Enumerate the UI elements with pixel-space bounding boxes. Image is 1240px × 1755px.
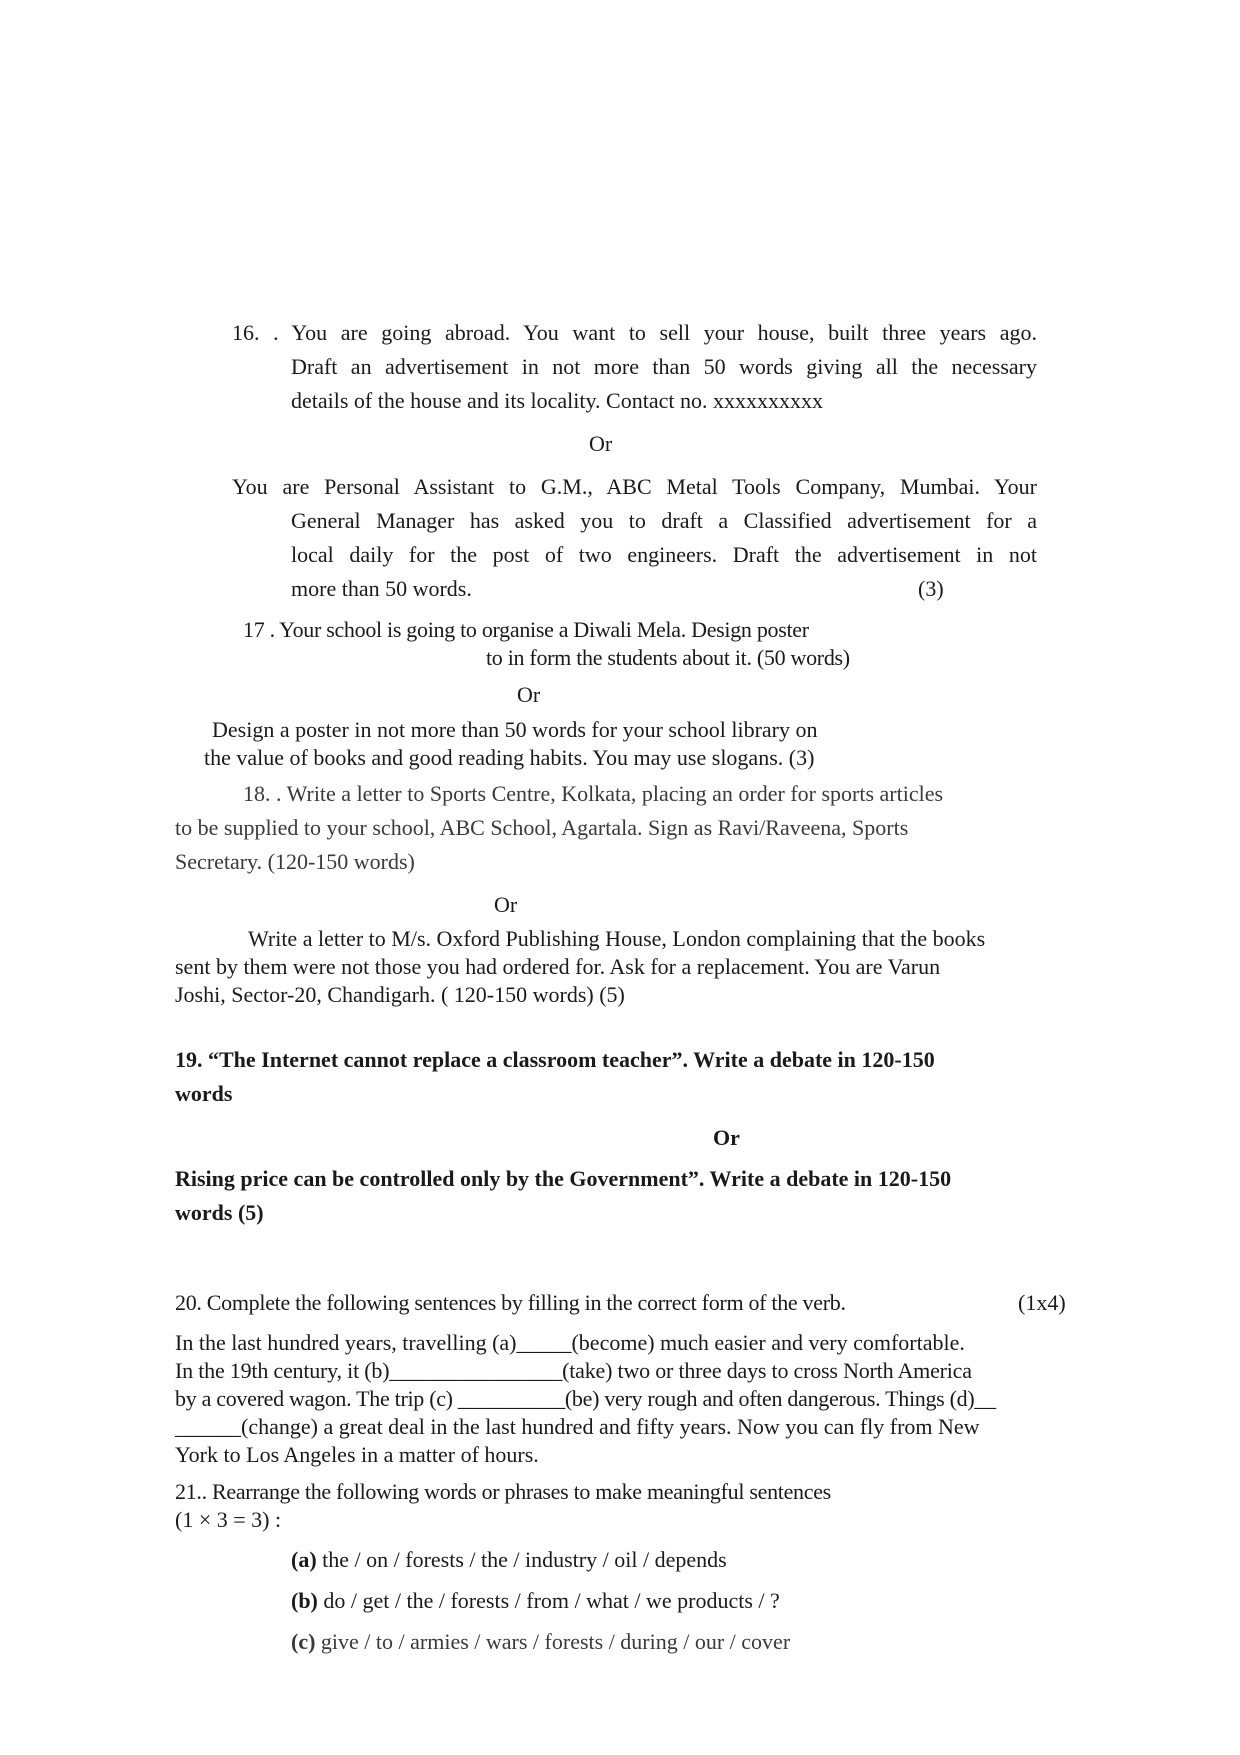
q18-alt-line-1: Write a letter to M/s. Oxford Publishing House, London complaining that the books: [248, 926, 986, 951]
q18-or: Or: [494, 892, 518, 917]
q18-alt-line-3: Joshi, Sector-20, Chandigarh. ( 120-150 words) (5): [175, 982, 625, 1007]
q18-line-3: Secretary. (120-150 words): [175, 849, 415, 874]
q17-or: Or: [517, 682, 541, 707]
q19-line-2: words: [175, 1081, 233, 1106]
q17-line-2: to in form the students about it. (50 words): [486, 645, 850, 670]
q20-line-1: 20. Complete the following sentences by filling in the correct form of the verb.: [175, 1290, 846, 1315]
q16-line-3: details of the house and its locality. Contact no. xxxxxxxxxx: [291, 388, 823, 413]
q20-passage-line-5: York to Los Angeles in a matter of hours.: [175, 1442, 539, 1467]
q19-alt-line-1: Rising price can be controlled only by the Government”. Write a debate in 120-150: [175, 1166, 952, 1191]
q20-passage-line-3: by a covered wagon. The trip (c) __________(be) very rough and often dangerous. Things (d)__: [175, 1386, 996, 1411]
q21-item-c-text: give / to / armies / wars / forests / during / our / cover: [320, 1629, 791, 1654]
q21-item-c-label: (c): [291, 1629, 316, 1654]
q21-item-a: [291, 1546, 727, 1574]
q16-line-2: Draft an advertisement in not more than 50 words giving all the necessary: [291, 354, 1037, 379]
q19-line-1: 19. “The Internet cannot replace a classroom teacher”. Write a debate in 120-150: [175, 1047, 935, 1072]
q20-passage-line-4: ______(change) a great deal in the last hundred and fifty years. Now you can fly from New: [175, 1414, 980, 1439]
q18-line-1: 18. . Write a letter to Sports Centre, Kolkata, placing an order for sports articles: [243, 781, 944, 806]
q16-line-1: 16. . You are going abroad. You want to sell your house, built three years ago.: [232, 320, 1037, 345]
q17-alt-line-2: the value of books and good reading habits. You may use slogans. (3): [204, 745, 815, 770]
q16-alt-line-4: more than 50 words.: [291, 576, 472, 601]
q19-alt-line-2: words (5): [175, 1200, 264, 1225]
q21-item-b-label: (b): [291, 1588, 318, 1613]
q16-or: Or: [589, 431, 613, 456]
q21-item-a-label: (a): [291, 1547, 317, 1572]
q17-alt-line-1: Design a poster in not more than 50 words for your school library on: [212, 717, 818, 742]
q21-line-1: 21.. Rearrange the following words or phrases to make meaningful sentences: [175, 1479, 831, 1504]
q19-or: Or: [713, 1125, 740, 1150]
q16-alt-line-2: General Manager has asked you to draft a Classified advertisement for a: [291, 508, 1037, 533]
q17-line-1: 17 . Your school is going to organise a Diwali Mela. Design poster: [243, 617, 809, 642]
q16-alt-line-3: local daily for the post of two engineers. Draft the advertisement in not: [291, 542, 1037, 567]
q21-line-2: (1 × 3 = 3) :: [175, 1507, 282, 1532]
q21-item-a-text: the / on / forests / the / industry / oil / depends: [322, 1547, 727, 1572]
q21-item-c: [291, 1628, 790, 1656]
q18-alt-line-2: sent by them were not those you had ordered for. Ask for a replacement. You are Varun: [175, 954, 941, 979]
q20-marks: (1x4): [1018, 1290, 1066, 1315]
q16-marks: (3): [918, 576, 944, 601]
q20-passage-line-1: In the last hundred years, travelling (a)_____(become) much easier and very comfortable.: [175, 1330, 965, 1355]
q20-passage-line-2: In the 19th century, it (b)________________(take) two or three days to cross North America: [175, 1358, 972, 1383]
q18-line-2: to be supplied to your school, ABC School, Agartala. Sign as Ravi/Raveena, Sports: [175, 815, 909, 840]
q16-alt-line-1: You are Personal Assistant to G.M., ABC Metal Tools Company, Mumbai. Your: [232, 474, 1037, 499]
q21-item-b: [291, 1587, 780, 1615]
q21-item-b-text: do / get / the / forests / from / what / we products / ?: [323, 1588, 780, 1613]
